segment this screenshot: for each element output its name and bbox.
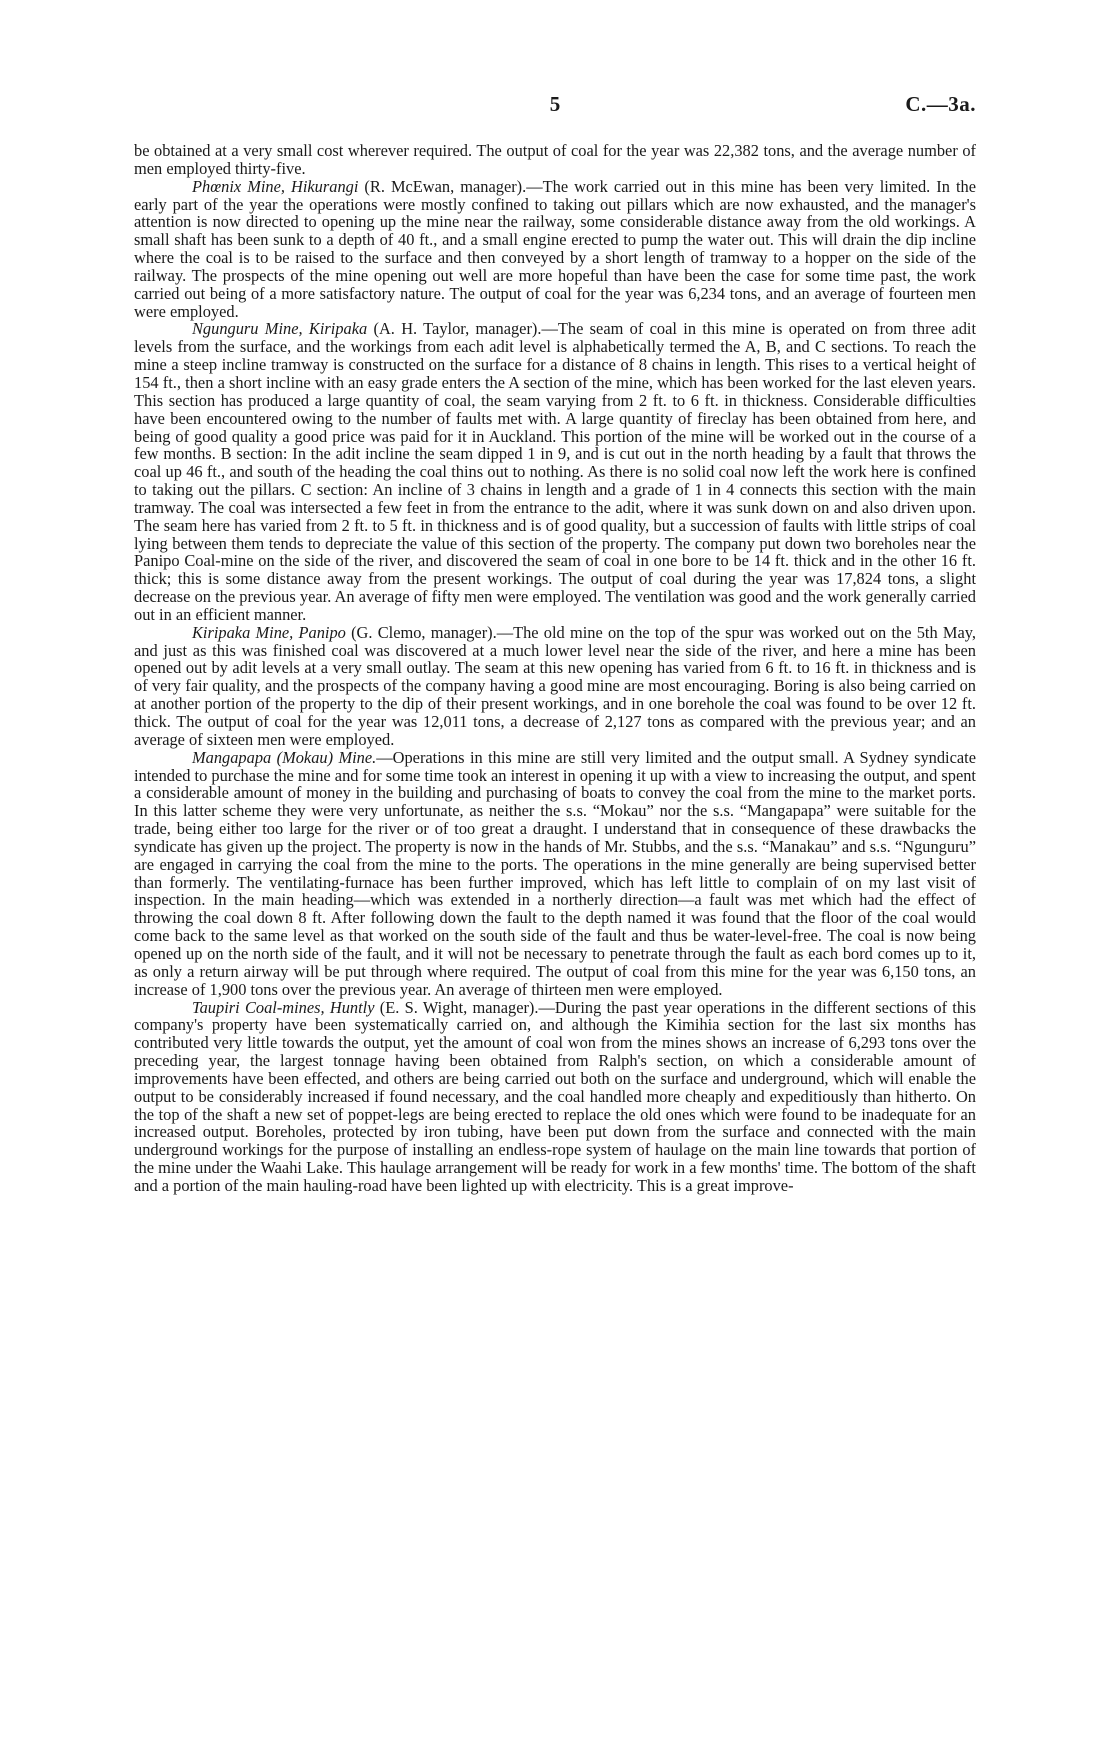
paragraph-taupiri-mines	[134, 999, 976, 1195]
paragraph-text: —Operations in this mine are still very limited and the output small. A Sydney syndicate intended to purchase the mine and for some time took an interest in opening it up with a view to increasing the output, and spent a considerable amount of money in the building and purchasing of boats to convey the coal from the mine to the market ports. In this latter scheme they were very unfortunate, as neither the s.s. “Mokau” nor the s.s. “Mangapapa” were suitable for the trade, being either too large for the river or of too great a draught. I understand that in consequence of these drawbacks the syndicate has given up the project. The property is now in the hands of Mr. Stubbs, and the s.s. “Manakau” and s.s. “Ngunguru” are engaged in carrying the coal from the mine to the ports. The operations in the mine generally are being supervised better than formerly. The ventilating-furnace has been further improved, which has left little to complain of on my last visit of inspection. In the main heading—which was extended in a northerly direction—a fault was met which had the effect of throwing the coal down 8 ft. After following down the fault to the depth named it was found that the floor of the coal would come back to the same level as that worked on the south side of the fault and thus be water-level-free. The coal is now being opened up on the north side of the fault, and it will not be necessary to penetrate through the fault as each bord comes up to it, as only a return airway will be put through where required. The output of coal from this mine for the year was 6,150 tons, an increase of 1,900 tons over the previous year. An average of thirteen men were employed.	[134, 747, 976, 999]
paragraph-lead: Ngunguru Mine, Kiripaka	[192, 319, 368, 339]
paragraph-kiripaka-mine	[134, 624, 976, 749]
paragraph-lead: Phœnix Mine, Hikurangi	[192, 176, 359, 196]
paragraph-lead: Taupiri Coal-mines, Huntly	[192, 997, 375, 1017]
paragraph-lead: Kiripaka Mine, Panipo	[192, 622, 346, 642]
paragraph-phoenix-mine	[134, 178, 976, 321]
paragraph-text: (A. H. Taylor, manager).—The seam of coal in this mine is operated on from three adit levels from the surface, and the workings from each adit level is alphabetically termed the A, B, and C sections. To reach the mine a steep incline tramway is constructed on the surface for a distance of 8 chains in length. This rises to a vertical height of 154 ft., then a short incline with an easy grade enters the A section of the mine, which has been worked for the last eleven years. This section has produced a large quantity of coal, the seam varying from 2 ft. to 6 ft. in thickness. Considerable difficulties have been encountered owing to the number of faults met with. A large quantity of fireclay has been obtained from here, and being of good quality a good price was paid for it in Auckland. This portion of the mine will be worked out in the course of a few months. B section: In the adit incline the seam dipped 1 in 9, and is cut out in the north heading by a fault that throws the coal up 46 ft., and south of the heading the coal thins out to nothing. As there is no solid coal now left the work here is confined to taking out the pillars. C section: An incline of 3 chains in length and a grade of 1 in 4 connects this section with the main tramway. The coal was intersected a few feet in from the entrance to the adit, where it was sunk down on and also driven upon. The seam here has varied from 2 ft. to 5 ft. in thickness and is of good quality, but a succession of faults with little strips of coal lying between them tends to depreciate the value of this section of the property. The company put down two boreholes near the Panipo Coal-mine on the side of the river, and discovered the seam of coal in one bore to be 14 ft. thick and in the other 16 ft. thick; this is some distance away from the present workings. The output of coal during the year was 17,824 tons, a slight decrease on the previous year. An average of fifty men were employed. The ventilation was good and the work generally carried out in an efficient manner.	[134, 319, 976, 624]
paragraph-text: (R. McEwan, manager).—The work carried out in this mine has been very limited. In the early part of the year the operations were mostly confined to taking out pillars which are now exhausted, and the manager's attention is now directed to opening up the mine near the railway, some considerable distance away from the old workings. A small shaft has been sunk to a depth of 40 ft., and a small engine erected to pump the water out. This will drain the dip incline where the coal is to be raised to the surface and then conveyed by a short length of tramway to a hopper on the side of the railway. The prospects of the mine opening out well are more hopeful than have been the case for some time past, the work carried out being of a more satisfactory nature. The output of coal for the year was 6,234 tons, and an average of fourteen men were employed.	[134, 176, 976, 321]
paragraph-text: (G. Clemo, manager).—The old mine on the top of the spur was worked out on the 5th May, and just as this was finished coal was discovered at a much lower level near the side of the river, and here a mine has been opened out by adit levels at a very small outlay. The seam at this new opening has varied from 6 ft. to 16 ft. in thickness and is of very fair quality, and the prospects of the company having a good mine are most encouraging. Boring is also being carried on at another portion of the property to the dip of their present workings, and in one borehole the coal was found to be over 12 ft. thick. The output of coal for the year was 12,011 tons, a decrease of 2,127 tons as compared with the previous year; and an average of sixteen men were employed.	[134, 622, 976, 749]
paragraph-mangapapa-mine	[134, 749, 976, 999]
page-number: 5	[549, 92, 561, 116]
paragraph-ngunguru-mine	[134, 320, 976, 623]
paragraph-lead: Mangapapa (Mokau) Mine.	[192, 747, 377, 767]
paragraph-continuation	[134, 142, 976, 178]
paragraph-text: be obtained at a very small cost wherever required. The output of coal for the year was 22,382 tons, and the average number of men employed thirty-five.	[134, 141, 976, 178]
body-text	[134, 142, 976, 1195]
paragraph-text: (E. S. Wight, manager).—During the past year operations in the different sections of this company's property have been systematically carried on, and although the Kimihia section for the last six months has contributed very little towards the output, yet the amount of coal won from the mines shows an increase of 6,293 tons over the preceding year, the largest tonnage having been obtained from Ralph's section, on which a considerable amount of improvements have been effected, and others are being carried out both on the surface and underground, which will enable the output to be considerably increased if found necessary, and the coal handled more cheaply and expeditiously than hitherto. On the top of the shaft a new set of poppet-legs are being erected to replace the old ones which were found to be inadequate for an increased output. Boreholes, protected by iron tubing, have been put down from the surface and connected with the main underground workings for the purpose of installing an endless-rope system of haulage on the main line towards that portion of the mine under the Waahi Lake. This haulage arrangement will be ready for work in a few months' time. The bottom of the shaft and a portion of the main hauling-road have been lighted up with electricity. This is a great improve-	[134, 997, 976, 1195]
page-header	[134, 92, 976, 122]
document-reference: C.—3a.	[905, 92, 976, 116]
